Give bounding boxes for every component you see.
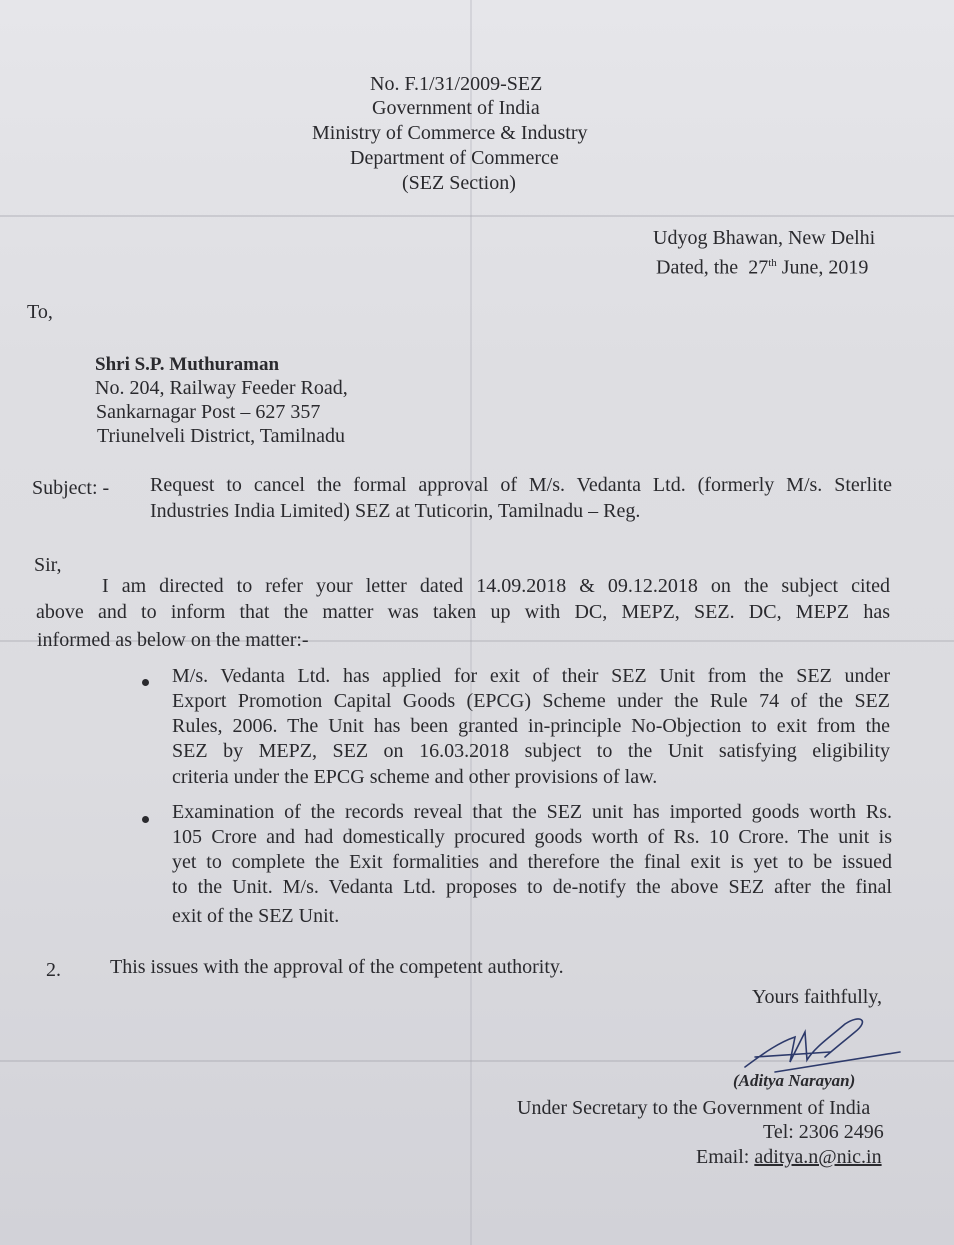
email-link[interactable]: aditya.n@nic.in — [754, 1146, 882, 1168]
file-number: No. F.1/31/2009-SEZ — [370, 73, 543, 95]
paragraph-line: I am directed to refer your letter dated 14.09.2018 & 09.12.2018 on the subject cited — [102, 575, 890, 597]
section-line: (SEZ Section) — [402, 172, 516, 194]
bullet-line: SEZ by MEPZ, SEZ on 16.03.2018 subject to the Unit satisfying eligibility — [172, 740, 890, 762]
salutation: Sir, — [34, 554, 62, 576]
bullet-line: yet to complete the Exit formalities and therefore the final exit is yet to be issued — [172, 851, 892, 873]
email-label: Email: — [696, 1146, 750, 1168]
govt-line: Government of India — [372, 97, 540, 119]
addressee-line: Triunelveli District, Tamilnadu — [97, 425, 346, 447]
bullet-line: criteria under the EPCG scheme and other provisions of law. — [172, 766, 658, 788]
place-line: Udyog Bhawan, New Delhi — [653, 227, 876, 249]
ministry-line: Ministry of Commerce & Industry — [312, 122, 588, 144]
date-rest: June, 2019 — [781, 256, 869, 279]
signatory-name: (Aditya Narayan) — [733, 1071, 856, 1090]
bullet-line: exit of the SEZ Unit. — [172, 905, 340, 927]
to-label: To, — [27, 301, 53, 323]
bullet-line: Export Promotion Capital Goods (EPCG) Scheme under the Rule 74 of the SEZ — [172, 690, 890, 712]
addressee-line: Sankarnagar Post – 627 357 — [96, 401, 321, 423]
paragraph-line: informed as below on the matter:- — [37, 629, 309, 651]
subject-line: Industries India Limited) SEZ at Tuticorin, Tamilnadu – Reg. — [150, 500, 641, 522]
department-line: Department of Commerce — [350, 147, 559, 169]
bullet-icon — [142, 679, 149, 686]
bullet-line: to the Unit. M/s. Vedanta Ltd. proposes to de-notify the above SEZ after the final — [172, 876, 892, 898]
paragraph-line: This issues with the approval of the competent authority. — [110, 956, 564, 978]
paragraph-line: above and to inform that the matter was taken up with DC, MEPZ, SEZ. DC, MEPZ has — [36, 601, 890, 623]
date-prefix: Dated, the — [656, 256, 739, 279]
bullet-line: Examination of the records reveal that the SEZ unit has imported goods worth Rs. — [172, 801, 892, 823]
subject-label: Subject: - — [32, 477, 110, 499]
closing: Yours faithfully, — [752, 986, 883, 1008]
paragraph-number: 2. — [46, 959, 61, 981]
date-line — [656, 251, 868, 281]
addressee-line: No. 204, Railway Feeder Road, — [95, 377, 348, 399]
subject-line: Request to cancel the formal approval of M/s. Vedanta Ltd. (formerly M/s. Sterlite — [150, 474, 892, 496]
signatory-designation: Under Secretary to the Government of India — [517, 1097, 871, 1119]
signatory-email-row — [696, 1145, 882, 1170]
date-day: 27 — [748, 256, 769, 279]
bullet-icon — [142, 816, 149, 823]
bullet-line: Rules, 2006. The Unit has been granted in-principle No-Objection to exit from the — [172, 715, 890, 737]
bullet-line: 105 Crore and had domestically procured goods worth of Rs. 10 Crore. The unit is — [172, 826, 892, 848]
date-suffix: th — [768, 257, 777, 269]
signatory-tel: Tel: 2306 2496 — [763, 1121, 884, 1143]
bullet-line: M/s. Vedanta Ltd. has applied for exit of their SEZ Unit from the SEZ under — [172, 665, 890, 687]
addressee-name: Shri S.P. Muthuraman — [95, 354, 280, 375]
paper-fold — [0, 215, 954, 217]
